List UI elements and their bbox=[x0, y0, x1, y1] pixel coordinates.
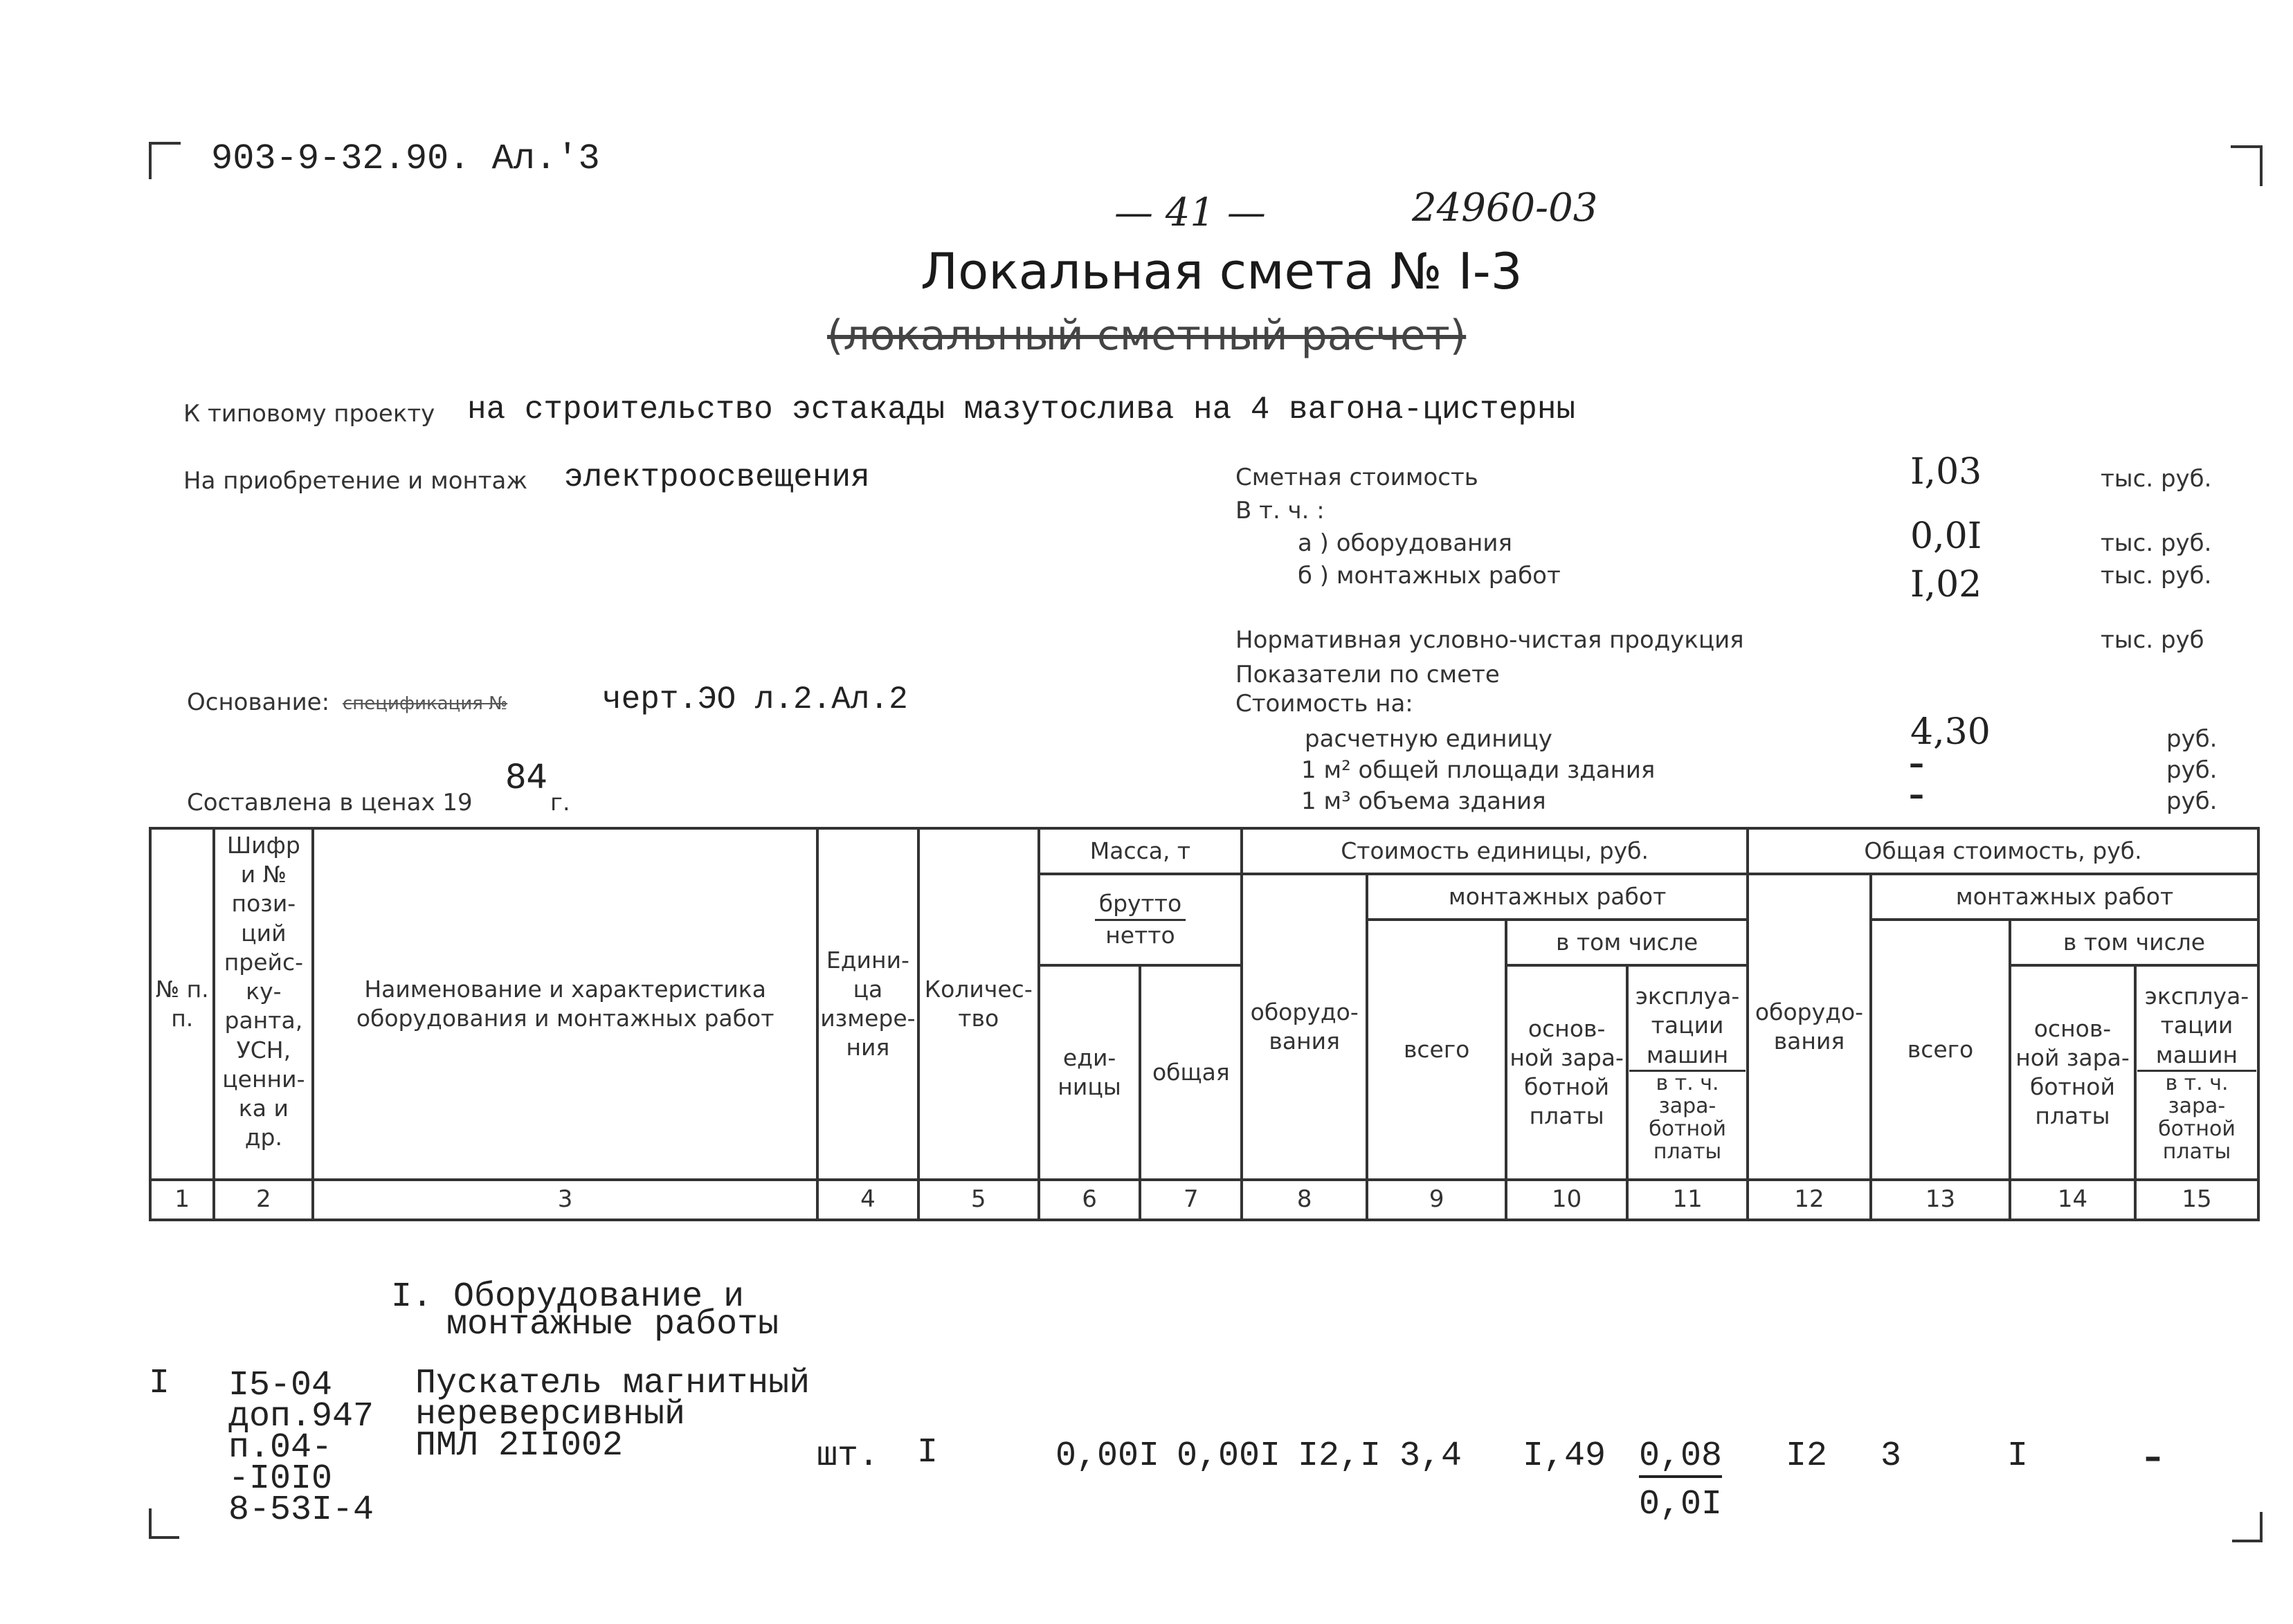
total-mach-wage-label: в т. ч. зара- ботной платы bbox=[2137, 1070, 2256, 1163]
item-mach-wage: 0,0I bbox=[1639, 1485, 1723, 1524]
total-mach-label: эксплуа- тации машин bbox=[2144, 983, 2249, 1068]
col-number: 5 bbox=[918, 1180, 1039, 1220]
col-header-qty: Количес- тво bbox=[918, 828, 1039, 1180]
basis-struck: спецификация № bbox=[343, 693, 508, 714]
corner-mark-bottom-right bbox=[2232, 1512, 2263, 1542]
item-name-line3: ПМЛ 2II002 bbox=[415, 1426, 624, 1466]
col-header-total-cost: Общая стоимость, руб. bbox=[1748, 828, 2258, 874]
col-number: 8 bbox=[1242, 1180, 1367, 1220]
cost-unit: тыс. руб. bbox=[2101, 465, 2212, 493]
item-name-line1: Пускатель магнитный bbox=[415, 1364, 810, 1403]
item-total-equip: I2 bbox=[1786, 1436, 1828, 1476]
col-header-unit: Едини- ца измере- ния bbox=[817, 828, 918, 1180]
item-qty: I bbox=[917, 1433, 939, 1472]
item-code-line4: -I0I0 bbox=[228, 1459, 333, 1499]
item-install-all: 3,4 bbox=[1399, 1436, 1462, 1476]
estimate-table bbox=[149, 827, 2260, 1221]
section-heading-line1: I. Оборудование и bbox=[391, 1277, 745, 1317]
col-number: 10 bbox=[1506, 1180, 1627, 1220]
equip-cost-value: 0,0I bbox=[1910, 516, 1982, 557]
col-number: 13 bbox=[1871, 1180, 2010, 1220]
col-header-install-all: всего bbox=[1367, 920, 1506, 1180]
corner-mark-bottom-left bbox=[149, 1508, 179, 1539]
basis-value: черт.ЭО л.2.Ал.2 bbox=[602, 682, 908, 718]
col-header-unit-cost: Стоимость единицы, руб. bbox=[1242, 828, 1748, 874]
col-header-total-equip: оборудо- вания bbox=[1748, 874, 1871, 1180]
col-header-total-install-all: всего bbox=[1871, 920, 2010, 1180]
col-number: 1 bbox=[150, 1180, 214, 1220]
item-mach: 0,08 bbox=[1639, 1439, 1722, 1478]
col-number: 15 bbox=[2135, 1180, 2258, 1220]
page-number: — 41 — bbox=[1114, 190, 1266, 235]
col-header-install: монтажных работ bbox=[1367, 874, 1748, 920]
col-number: 11 bbox=[1627, 1180, 1748, 1220]
install-cost-unit: тыс. руб. bbox=[2101, 562, 2212, 590]
volume-cost-label: 1 м³ объема здания bbox=[1301, 787, 1546, 815]
prices-suffix: г. bbox=[550, 789, 570, 816]
col-number: 2 bbox=[214, 1180, 313, 1220]
col-number: 4 bbox=[817, 1180, 918, 1220]
document-code: 903-9-32.90. Ал.'3 bbox=[211, 138, 600, 179]
unit-cost-value: 4,30 bbox=[1910, 711, 1991, 753]
purpose-label: На приобретение и монтаж bbox=[183, 467, 528, 495]
mach-label: эксплуа- тации машин bbox=[1635, 983, 1740, 1068]
col-header-no: № п. п. bbox=[150, 828, 214, 1180]
item-equip-cost: I2,I bbox=[1298, 1436, 1381, 1476]
netto-label: нетто bbox=[1105, 921, 1175, 949]
unit-cost-unit: руб. bbox=[2166, 725, 2218, 753]
item-total-wage: I bbox=[2007, 1436, 2029, 1476]
cost-value: I,03 bbox=[1910, 451, 1982, 493]
area-cost-value: – bbox=[1909, 746, 1924, 781]
col-number: 12 bbox=[1748, 1180, 1871, 1220]
col-header-total-mach bbox=[2135, 965, 2258, 1180]
item-mass-total: 0,00I bbox=[1177, 1436, 1281, 1476]
col-header-mass-unit: еди- ницы bbox=[1039, 965, 1141, 1180]
install-cost-value: I,02 bbox=[1910, 564, 1982, 605]
mach-wage-label: в т. ч. зара- ботной платы bbox=[1629, 1070, 1746, 1163]
col-header-mass: Масса, т bbox=[1039, 828, 1242, 874]
col-number: 9 bbox=[1367, 1180, 1506, 1220]
col-header-wage: основ- ной зара- ботной платы bbox=[1506, 965, 1627, 1180]
item-total-mach: – bbox=[2144, 1436, 2161, 1477]
col-number: 14 bbox=[2010, 1180, 2135, 1220]
col-header-total-incl: в том числе bbox=[2010, 920, 2258, 965]
col-number: 6 bbox=[1039, 1180, 1141, 1220]
cost-per-label: Стоимость на: bbox=[1235, 690, 1413, 718]
volume-cost-unit: руб. bbox=[2166, 787, 2218, 815]
col-header-equip: оборудо- вания bbox=[1242, 874, 1367, 1180]
unit-cost-label: расчетную единицу bbox=[1305, 725, 1552, 753]
document-title: Локальная смета № I-3 bbox=[921, 242, 1523, 300]
item-total-install: 3 bbox=[1880, 1436, 1902, 1476]
col-number: 3 bbox=[313, 1180, 817, 1220]
equip-cost-unit: тыс. руб. bbox=[2101, 529, 2212, 557]
project-value: на строительство эстакады мазутослива на 4 вагона-цистерны bbox=[467, 392, 1576, 428]
col-header-incl: в том числе bbox=[1506, 920, 1748, 965]
col-header-mass-total: общая bbox=[1140, 965, 1242, 1180]
normative-unit: тыс. руб bbox=[2101, 626, 2204, 654]
section-heading-line2: монтажные работы bbox=[446, 1305, 779, 1344]
item-code-line2: доп.947 bbox=[228, 1397, 374, 1436]
col-number: 7 bbox=[1140, 1180, 1242, 1220]
col-header-name: Наименование и характеристика оборудования и монтажных работ bbox=[313, 828, 817, 1180]
item-name-line2: нереверсивный bbox=[415, 1395, 686, 1434]
area-cost-unit: руб. bbox=[2166, 756, 2218, 784]
cost-incl: В т. ч. : bbox=[1235, 497, 1325, 524]
item-no: I bbox=[149, 1364, 170, 1403]
purpose-value: электроосвещения bbox=[564, 459, 870, 495]
corner-mark-top-left bbox=[149, 142, 181, 179]
col-header-total-wage: основ- ной зара- ботной платы bbox=[2010, 965, 2135, 1180]
install-cost-label: б ) монтажных работ bbox=[1298, 562, 1561, 590]
equip-cost-label: а ) оборудования bbox=[1298, 529, 1512, 557]
col-header-total-install: монтажных работ bbox=[1871, 874, 2258, 920]
item-code-line3: п.04- bbox=[228, 1428, 333, 1468]
col-header-mach bbox=[1627, 965, 1748, 1180]
corner-mark-top-right bbox=[2231, 145, 2263, 186]
volume-cost-value: – bbox=[1909, 777, 1924, 812]
project-label: К типовому проекту bbox=[183, 400, 435, 428]
col-header-brutto-netto bbox=[1039, 874, 1242, 965]
cost-label: Сметная стоимость bbox=[1235, 464, 1478, 491]
indicators-label: Показатели по смете bbox=[1235, 661, 1500, 688]
brutto-label: брутто bbox=[1095, 889, 1186, 920]
prices-label: Составлена в ценах 19 bbox=[187, 789, 473, 816]
item-unit: шт. bbox=[817, 1436, 880, 1476]
inventory-number: 24960-03 bbox=[1412, 185, 1598, 230]
normative-label: Нормативная условно-чистая продукция bbox=[1235, 626, 1744, 654]
item-mass-unit: 0,00I bbox=[1055, 1436, 1160, 1476]
item-wage: I,49 bbox=[1523, 1436, 1606, 1476]
basis-label: Основание: bbox=[187, 688, 330, 716]
col-header-code: Шифр и № пози- ций прейс- ку- ранта, УСН, ценни- ка и др. bbox=[214, 828, 313, 1180]
item-code-line1: I5-04 bbox=[228, 1366, 333, 1405]
prices-year: 84 bbox=[505, 758, 548, 796]
area-cost-label: 1 м² общей площади здания bbox=[1301, 756, 1656, 784]
document-subtitle-struck: (локальный сметный расчет) bbox=[827, 311, 1467, 360]
item-code-line5: 8-53I-4 bbox=[228, 1490, 374, 1530]
